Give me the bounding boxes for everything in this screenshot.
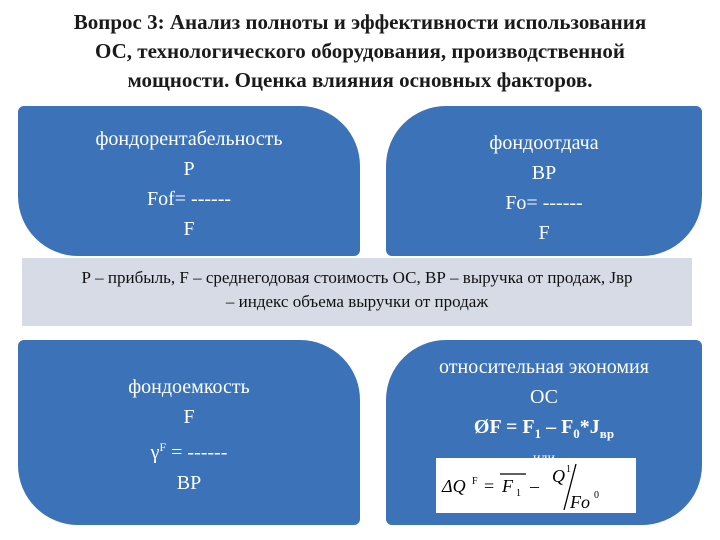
formula-part-tail: *J <box>579 416 600 438</box>
return-on-assets-denominator: F <box>183 218 195 240</box>
f-text: F <box>502 476 513 496</box>
delta-q-text: ΔQ <box>442 476 466 496</box>
return-on-assets-box <box>18 106 360 256</box>
capital-intensity-formula <box>18 432 360 468</box>
savings-formula-image <box>436 458 636 513</box>
legend-line-2: – индекс объема выручки от продаж <box>225 292 489 311</box>
j-subscript: вр <box>599 426 615 441</box>
asset-turnover-formula: Fo= ------ <box>505 192 583 214</box>
q-text: Q <box>552 466 565 486</box>
capital-intensity-formula-rest: = ------ <box>166 441 228 464</box>
formula-part-mid: – F <box>541 416 574 438</box>
title-line-1: Вопрос 3: Анализ полноты и эффективности использования <box>73 10 647 34</box>
asset-turnover-numerator: ВР <box>531 162 557 184</box>
relative-savings-box <box>386 340 702 525</box>
delta-q-superscript: F <box>472 476 478 487</box>
return-on-assets-numerator: Р <box>183 158 195 180</box>
relative-savings-line-2: ОС <box>529 386 559 408</box>
asset-turnover-box <box>386 106 702 256</box>
f0-subscript: 0 <box>573 426 580 441</box>
title-line-2: ОС, технологического оборудования, производственной <box>95 39 625 63</box>
q-superscript: 1 <box>566 464 571 475</box>
gamma-superscript: F <box>159 440 167 454</box>
asset-turnover-label: фондоотдача <box>489 132 599 154</box>
f-subscript: 1 <box>516 488 521 499</box>
equals-sign: = <box>484 476 495 496</box>
formula-part-main: ØF = F <box>473 416 535 438</box>
f1-subscript: 1 <box>534 426 542 441</box>
slide-title <box>20 8 700 95</box>
capital-intensity-denominator: ВР <box>176 471 202 494</box>
minus-sign: – <box>530 476 539 496</box>
title-line-3: мощности. Оценка влияния основных факторов. <box>127 68 593 92</box>
capital-intensity-numerator: F <box>183 406 195 428</box>
legend-band <box>22 258 692 326</box>
fo-text: Fo <box>570 492 590 512</box>
return-on-assets-label: фондорентабельность <box>95 128 283 150</box>
asset-turnover-denominator: F <box>538 222 550 244</box>
gamma-symbol: γ <box>150 441 160 464</box>
legend-line-1: Р – прибыль, F – среднегодовая стоимость ОС, ВР – выручка от продаж, Jвр <box>81 268 633 287</box>
fo-superscript: 0 <box>594 490 599 501</box>
relative-savings-formula <box>386 412 702 449</box>
capital-intensity-label: фондоемкость <box>128 376 250 398</box>
return-on-assets-formula: Fof= ------ <box>146 188 232 210</box>
capital-intensity-box <box>18 340 360 525</box>
relative-savings-line-1: относительная экономия <box>439 356 649 378</box>
